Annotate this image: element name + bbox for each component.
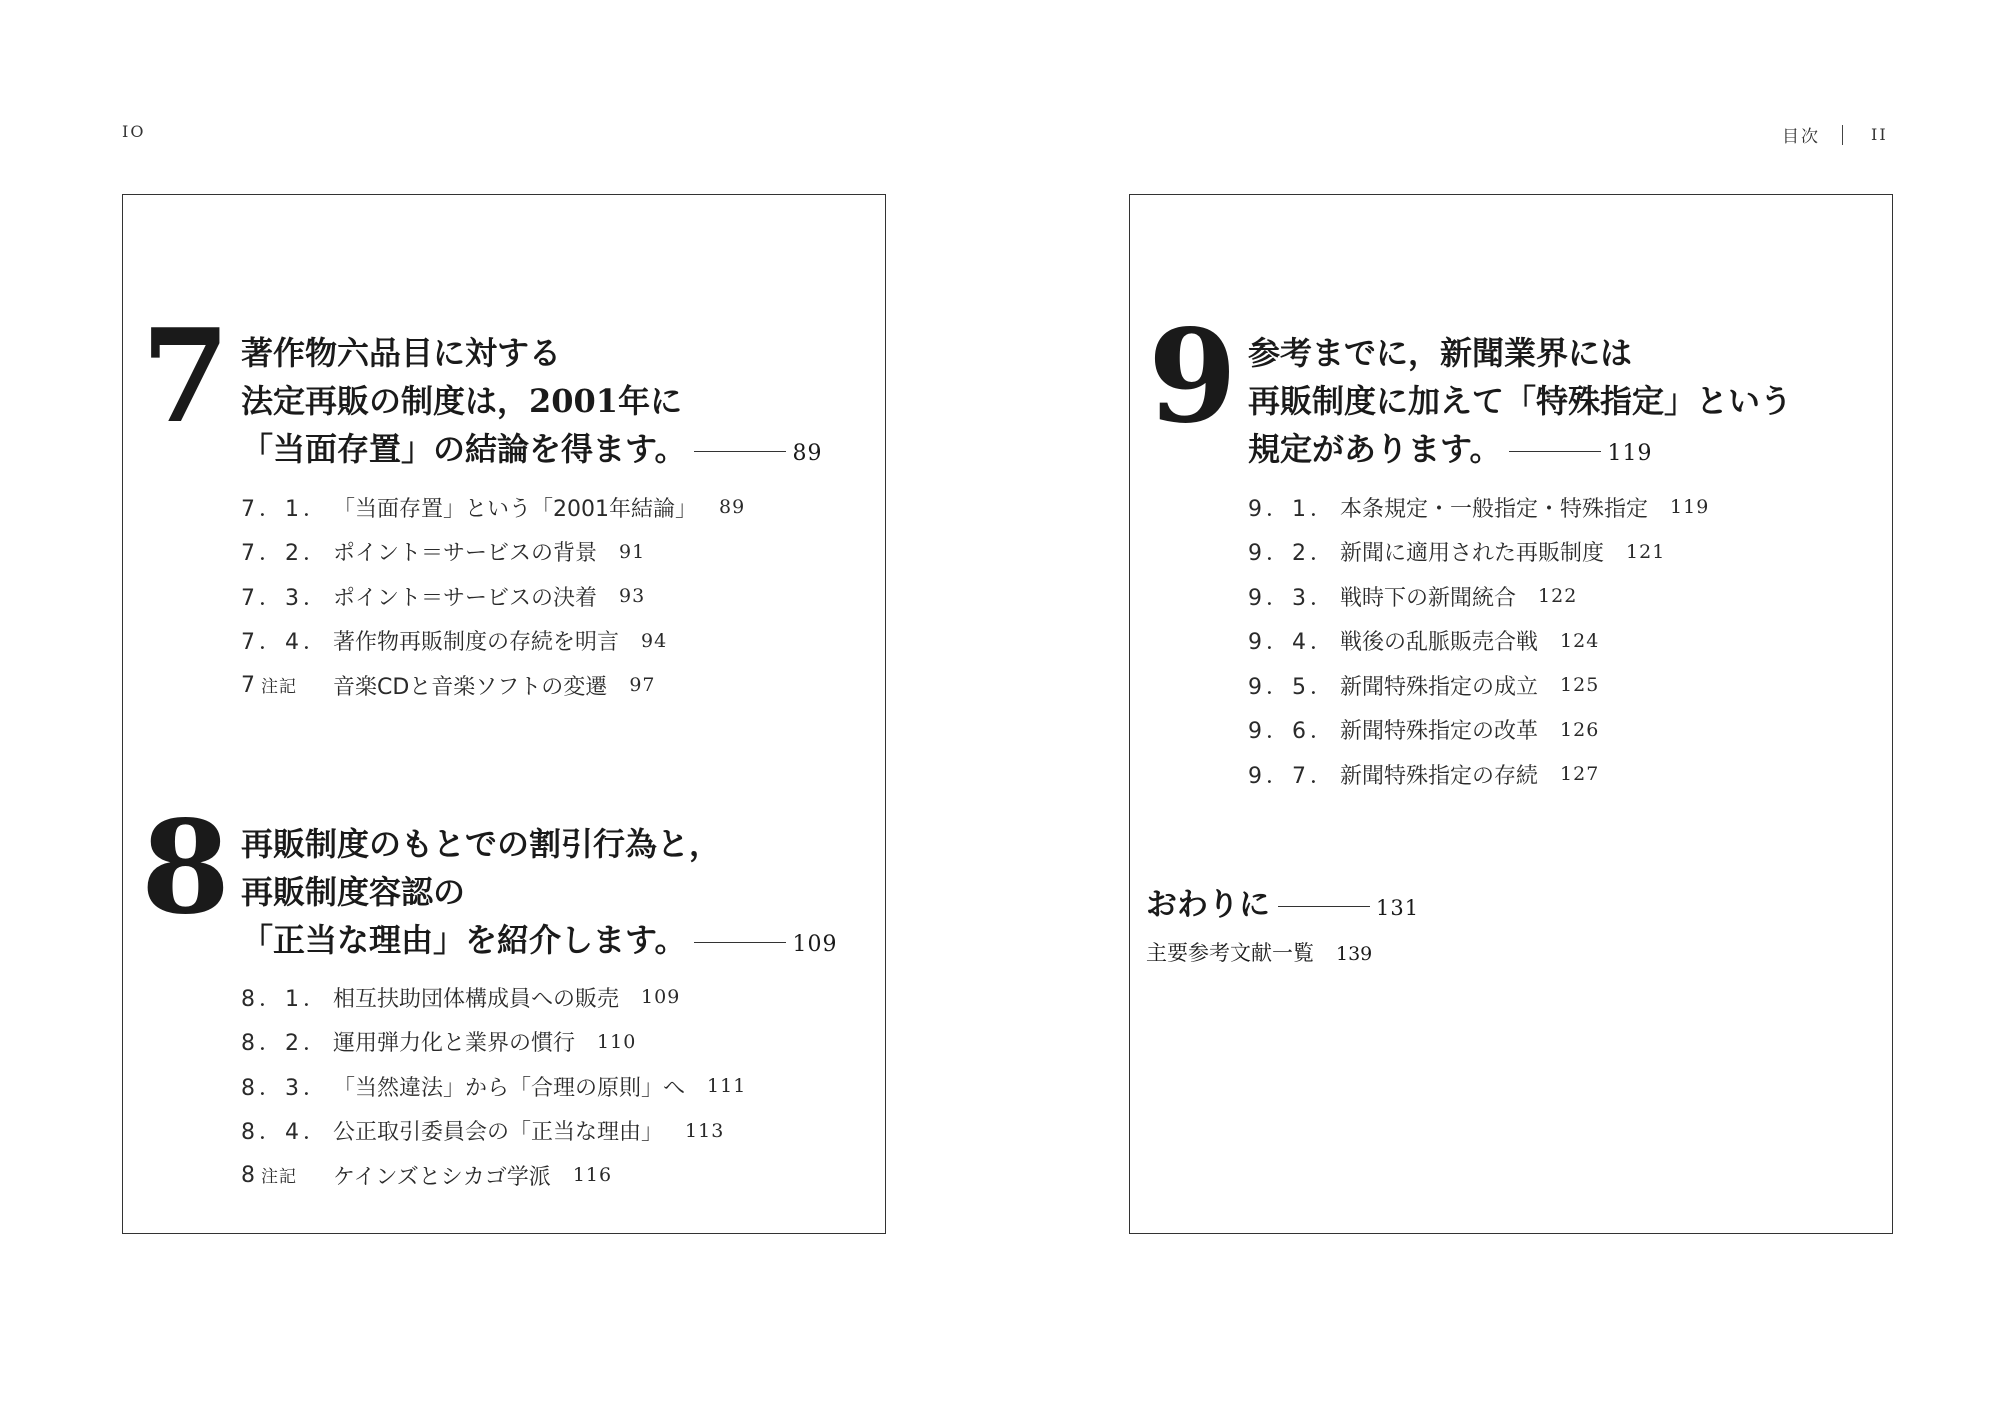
section-number: 9．1． [1248,496,1336,522]
note-label: 注記 [261,677,297,698]
section-entry[interactable] [241,574,745,619]
section-number: 8．2． [241,1031,329,1057]
section-page: 127 [1560,763,1600,786]
section-page: 97 [629,674,656,697]
section-number: 9．2． [1248,541,1336,567]
section-number: 8．4． [241,1120,329,1146]
closing-title: おわりに [1146,887,1270,923]
section-number: 9．4． [1248,630,1336,656]
section-title: 音楽CDと音楽ソフトの変遷 [333,674,608,700]
section-page: 125 [1560,674,1600,697]
chapter-title-line: 著作物六品目に対する [241,334,562,372]
section-entry[interactable] [241,619,745,664]
section-number: 9．3． [1248,585,1336,611]
section-title: 戦時下の新聞統合 [1340,585,1517,611]
section-page: 113 [685,1119,725,1142]
section-entry[interactable] [241,1020,746,1065]
chapter-title-line: 参考までに，新聞業界には [1248,334,1633,372]
chapter-title-line: 再販制度容認の [241,873,466,911]
chapter-title-line: 再販制度のもとでの割引行為と， [241,825,722,863]
chapter-title-text: 「当面存置」の結論を得ます。 [241,430,687,468]
section-title: 新聞特殊指定の改革 [1340,719,1539,745]
section-number: 7．1． [241,496,329,522]
section-page: 109 [641,986,681,1009]
section-entry[interactable] [1248,485,1709,530]
chapter-title-line: 再販制度に加えて「特殊指定」という [1248,382,1793,420]
chapter-page: 119 [1607,441,1653,466]
section-entry-note[interactable] [241,663,745,708]
closing-page: 131 [1376,896,1420,920]
note-label: 注記 [261,1167,297,1188]
leader-line [694,942,786,943]
section-entry[interactable] [1248,708,1709,753]
running-header-label: 目次 [1782,127,1820,147]
header-divider [1842,125,1843,145]
section-entry[interactable] [1248,752,1709,797]
section-entry[interactable] [241,485,745,530]
section-number: 7．3． [241,585,329,611]
chapter-number: 8 [141,793,231,943]
page-number-left: IO [122,122,146,141]
section-page: 111 [707,1075,747,1098]
section-number: 8．3． [241,1075,329,1101]
section-page: 122 [1538,585,1578,608]
section-list-9 [1248,485,1709,797]
chapter-title [241,820,837,969]
toc-panel-right [1129,194,1893,1234]
references-page: 139 [1336,943,1373,965]
section-title: 新聞特殊指定の成立 [1340,674,1539,700]
chapter-title-line [241,425,822,478]
section-entry[interactable] [241,1109,746,1154]
section-title: ポイント＝サービスの背景 [333,541,598,567]
section-list-7 [241,485,745,708]
section-title: 公正取引委員会の「正当な理由」 [333,1120,664,1146]
chapter-number: 7 [141,302,231,452]
chapter-title [241,329,822,478]
chapter-title-line: 法定再販の制度は，2001年に [241,382,683,420]
chapter-title-line [241,916,837,969]
section-title: 相互扶助団体構成員への販売 [333,986,620,1012]
chapter-title-text: 「正当な理由」を紹介します。 [241,921,687,959]
chapter-page: 109 [792,932,838,957]
note-chapter-number: 7 [241,673,259,699]
references-title: 主要参考文献一覧 [1146,941,1314,965]
section-page: 116 [572,1164,613,1187]
section-page: 124 [1560,629,1600,652]
section-number [241,672,333,698]
leader-line [1278,906,1370,907]
section-entry[interactable] [1248,574,1709,619]
chapter-title [1248,329,1792,478]
section-entry[interactable] [1248,619,1709,664]
chapter-title-text: 規定があります。 [1248,430,1502,468]
section-number: 9．5． [1248,674,1336,700]
chapter-page: 89 [792,441,823,466]
section-page: 91 [619,540,646,563]
closing-entry[interactable] [1146,879,1419,924]
leader-line [694,451,786,452]
section-entry[interactable] [241,975,746,1020]
section-number: 9．7． [1248,763,1336,789]
leader-line [1509,451,1601,452]
section-title: ケインズとシカゴ学派 [333,1164,551,1190]
running-header-right [1782,122,1888,147]
section-page: 89 [719,496,746,519]
section-page: 110 [597,1030,637,1053]
section-entry[interactable] [1248,530,1709,575]
section-page: 119 [1670,496,1710,519]
section-title: 「当然違法」から「合理の原則」へ [333,1075,686,1101]
section-entry-note[interactable] [241,1153,746,1198]
section-title: 「当面存置」という「2001年結論」 [333,496,697,522]
section-page: 93 [619,585,646,608]
section-title: 新聞特殊指定の存続 [1340,763,1539,789]
page-number-right: II [1871,125,1888,144]
section-number: 9．6． [1248,719,1336,745]
section-page: 94 [641,629,668,652]
references-entry[interactable] [1146,937,1372,967]
section-page: 121 [1626,540,1666,563]
section-number: 8．1． [241,986,329,1012]
section-entry[interactable] [1248,663,1709,708]
section-entry[interactable] [241,1064,746,1109]
section-title: ポイント＝サービスの決着 [333,585,598,611]
note-chapter-number: 8 [241,1163,259,1189]
section-title: 新聞に適用された再販制度 [1340,541,1605,567]
section-page: 126 [1560,718,1600,741]
section-number [241,1162,333,1188]
section-title: 戦後の乱脈販売合戦 [1340,630,1539,656]
section-entry[interactable] [241,530,745,575]
section-title: 運用弾力化と業界の慣行 [333,1031,576,1057]
section-title: 著作物再販制度の存続を明言 [333,630,620,656]
chapter-title-line [1248,425,1792,478]
section-list-8 [241,975,746,1198]
section-number: 7．2． [241,541,329,567]
section-title: 本条規定・一般指定・特殊指定 [1340,496,1649,522]
section-number: 7．4． [241,630,329,656]
toc-panel-left [122,194,886,1234]
chapter-number: 9 [1148,302,1238,452]
